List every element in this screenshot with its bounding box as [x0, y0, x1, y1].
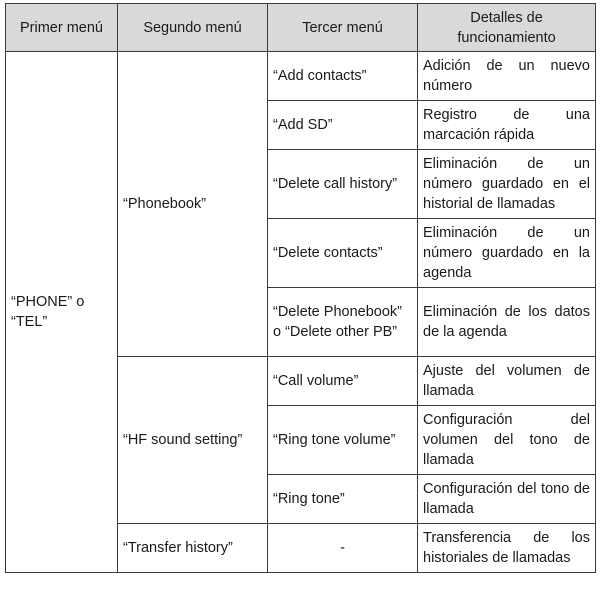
detalles-cell: Registro de una marcación rápida	[418, 101, 596, 150]
header-segundo-menu: Segundo menú	[118, 4, 268, 52]
menu-table	[5, 3, 596, 573]
detalles-cell: Eliminación de un número guardado en el historial de llamadas	[418, 150, 596, 219]
segundo-menu-cell-phonebook: “Phonebook”	[118, 52, 268, 357]
tercer-menu-cell: -	[268, 524, 418, 573]
tercer-menu-cell: “Call volume”	[268, 357, 418, 406]
tercer-menu-cell: “Delete call history”	[268, 150, 418, 219]
segundo-menu-cell-hf-sound: “HF sound setting”	[118, 357, 268, 524]
detalles-cell: Eliminación de los datos de la agenda	[418, 288, 596, 357]
detalles-cell: Configuración del volumen del tono de llamada	[418, 406, 596, 475]
tercer-menu-cell: “Delete contacts”	[268, 219, 418, 288]
tercer-menu-cell: “Add SD”	[268, 101, 418, 150]
tercer-menu-cell: “Ring tone”	[268, 475, 418, 524]
table-row	[6, 52, 596, 101]
detalles-cell: Transferencia de los historiales de llamadas	[418, 524, 596, 573]
detalles-cell: Eliminación de un número guardado en la agenda	[418, 219, 596, 288]
menu-table-container	[5, 3, 596, 573]
detalles-cell: Ajuste del volumen de llamada	[418, 357, 596, 406]
tercer-menu-cell: “Delete Phonebook” o “Delete other PB”	[268, 288, 418, 357]
header-tercer-menu: Tercer menú	[268, 4, 418, 52]
header-row	[6, 4, 596, 52]
segundo-menu-cell-transfer: “Transfer history”	[118, 524, 268, 573]
tercer-menu-cell: “Ring tone volume”	[268, 406, 418, 475]
header-detalles: Detalles de funcionamiento	[418, 4, 596, 52]
detalles-cell: Configuración del tono de llamada	[418, 475, 596, 524]
header-primer-menu: Primer menú	[6, 4, 118, 52]
primer-menu-cell: “PHONE” o “TEL”	[6, 52, 118, 573]
tercer-menu-cell: “Add contacts”	[268, 52, 418, 101]
detalles-cell: Adición de un nuevo número	[418, 52, 596, 101]
